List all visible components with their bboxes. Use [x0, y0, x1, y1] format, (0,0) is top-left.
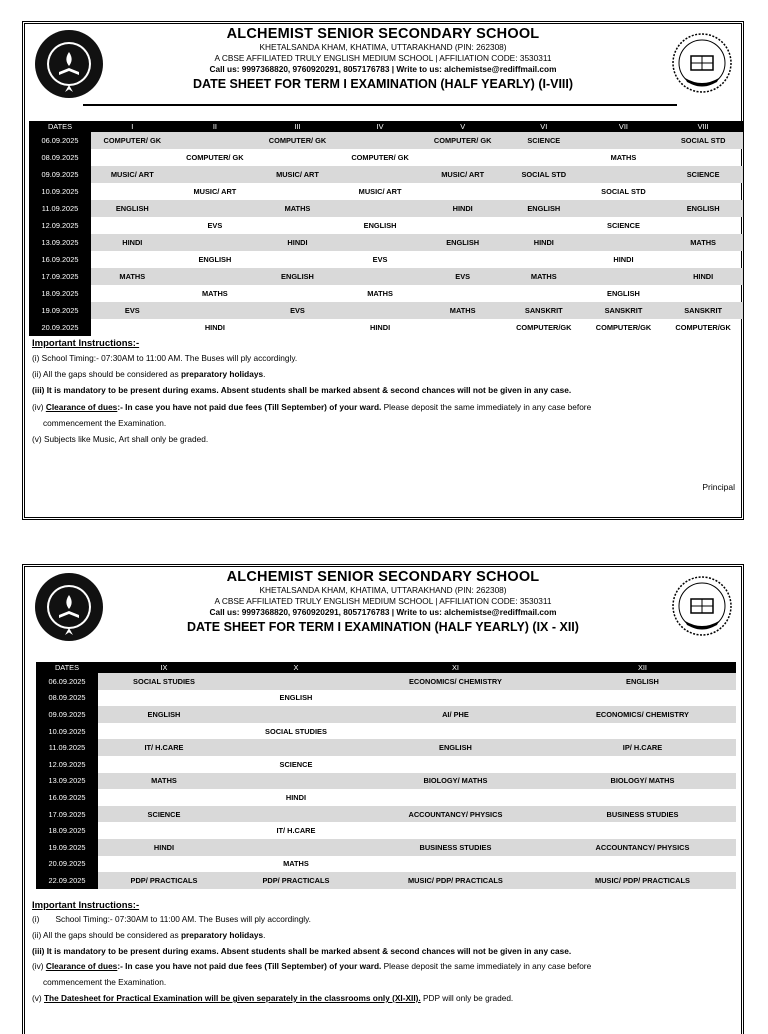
- subject-cell: MATHS: [91, 268, 174, 285]
- subject-cell: BUSINESS STUDIES: [362, 839, 549, 856]
- subject-cell: [362, 723, 549, 740]
- table-row: [29, 268, 743, 285]
- table-row: [36, 872, 736, 889]
- instruction-grading: (v) Subjects like Music, Art shall only be graded.: [32, 434, 209, 445]
- table-row: [29, 166, 743, 183]
- subject-cell: SCIENCE: [504, 132, 584, 149]
- subject-cell: MUSIC/ PDP/ PRACTICALS: [549, 872, 736, 889]
- subject-cell: SANSKRIT: [584, 302, 664, 319]
- table-row: [29, 217, 743, 234]
- subject-cell: [174, 268, 257, 285]
- subject-cell: [339, 132, 422, 149]
- subject-cell: COMPUTER/GK: [516, 323, 572, 332]
- table-row: [29, 132, 743, 149]
- column-header-class: XI: [362, 662, 549, 673]
- instruction-emphasis: Clearance of dues: [45, 401, 118, 412]
- table-row: [36, 723, 736, 740]
- subject-cell: HINDI: [98, 839, 230, 856]
- date-cell: 22.09.2025: [36, 872, 98, 889]
- column-header-class: III: [256, 121, 339, 132]
- subject-cell: [256, 217, 339, 234]
- subject-cell: [504, 183, 584, 200]
- subject-cell: ECONOMICS/ CHEMISTRY: [362, 673, 549, 690]
- subject-cell: HINDI: [370, 323, 391, 332]
- column-header-dates: DATES: [29, 121, 91, 132]
- subject-cell: BIOLOGY/ MATHS: [362, 773, 549, 790]
- subject-cell: MATHS: [202, 289, 228, 298]
- instruction-dues-cont: commencement the Examination.: [43, 977, 167, 988]
- subject-cell: ENGLISH: [198, 255, 232, 264]
- table-row: [36, 822, 736, 839]
- instruction-emphasis: preparatory holidays: [180, 369, 264, 380]
- subject-cell: [584, 200, 664, 217]
- instruction-text: (iv): [32, 961, 46, 972]
- subject-cell: [174, 166, 257, 183]
- subject-cell: COMPUTER/ GK: [351, 153, 409, 162]
- column-header-class: I: [91, 121, 174, 132]
- subject-cell: MATHS: [663, 234, 743, 251]
- header-rule: [83, 104, 677, 106]
- instruction-text: .: [263, 929, 266, 940]
- subject-cell: SOCIAL STD: [663, 132, 743, 149]
- instruction-timing: (i) School Timing:- 07:30AM to 11:00 AM. The Buses will ply accordingly.: [32, 353, 298, 363]
- subject-cell: [91, 149, 174, 166]
- subject-cell: [98, 789, 230, 806]
- subject-cell: [584, 132, 664, 149]
- instruction-text: Please deposit the same immediately in any case before: [381, 961, 592, 972]
- table-row: [36, 856, 736, 873]
- subject-cell: [174, 132, 257, 149]
- subject-cell: MATHS: [98, 773, 230, 790]
- subject-cell: MUSIC/ PDP/ PRACTICALS: [362, 872, 549, 889]
- table-row: [36, 839, 736, 856]
- school-name: ALCHEMIST SENIOR SECONDARY SCHOOL: [226, 569, 540, 585]
- subject-cell: [549, 723, 736, 740]
- subject-cell: [174, 200, 257, 217]
- instructions-title: Important Instructions:-: [32, 900, 140, 911]
- subject-cell: [584, 234, 664, 251]
- subject-cell: [230, 806, 362, 823]
- date-sheet-primary: [22, 21, 744, 520]
- table-row: [36, 739, 736, 756]
- subject-cell: AI/ PHE: [362, 706, 549, 723]
- table-row: [29, 302, 743, 319]
- instruction-emphasis: Clearance of dues: [45, 961, 118, 972]
- subject-cell: SANSKRIT: [504, 302, 584, 319]
- subject-cell: [663, 149, 743, 166]
- table-row: [36, 690, 736, 707]
- school-affiliation: A CBSE AFFILIATED TRULY ENGLISH MEDIUM SCHOOL | AFFILIATION CODE: 3530311: [214, 596, 552, 606]
- date-cell: 12.09.2025: [36, 756, 98, 773]
- subject-cell: IT/ H.CARE: [98, 739, 230, 756]
- table-row: [36, 756, 736, 773]
- subject-cell: [174, 302, 257, 319]
- subject-cell: [98, 756, 230, 773]
- subject-cell: ENGLISH: [279, 693, 313, 703]
- subject-cell: [421, 285, 504, 302]
- subject-cell: [663, 183, 743, 200]
- date-cell: 10.09.2025: [36, 723, 98, 740]
- subject-cell: [362, 690, 549, 707]
- subject-cell: COMPUTER/ GK: [421, 132, 504, 149]
- school-contact: Call us: 9997368820, 9760920291, 8057176783 | Write to us: alchemistse@rediffmail.com: [209, 607, 557, 617]
- subject-cell: [362, 822, 549, 839]
- subject-cell: ACCOUNTANCY/ PHYSICS: [362, 806, 549, 823]
- subject-cell: SCIENCE: [279, 759, 313, 769]
- subject-cell: [339, 302, 422, 319]
- school-affiliation: A CBSE AFFILIATED TRULY ENGLISH MEDIUM SCHOOL | AFFILIATION CODE: 3530311: [214, 53, 552, 63]
- table-row: [36, 806, 736, 823]
- subject-cell: [421, 319, 504, 336]
- subject-cell: [549, 789, 736, 806]
- subject-cell: ENGLISH: [607, 289, 640, 298]
- date-cell: 18.09.2025: [29, 285, 91, 302]
- subject-cell: IT/ H.CARE: [276, 826, 316, 836]
- subject-cell: BUSINESS STUDIES: [549, 806, 736, 823]
- instruction-text: PDP will only be graded.: [420, 992, 514, 1003]
- instruction-text: (v): [32, 992, 44, 1003]
- subject-cell: MATHS: [504, 268, 584, 285]
- subject-cell: PDP/ PRACTICALS: [98, 872, 230, 889]
- subject-cell: [549, 690, 736, 707]
- date-cell: 12.09.2025: [29, 217, 91, 234]
- subject-cell: [98, 723, 230, 740]
- subject-cell: ENGLISH: [363, 221, 397, 230]
- subject-cell: [549, 756, 736, 773]
- subject-cell: SCIENCE: [607, 221, 640, 230]
- subject-cell: HINDI: [504, 234, 584, 251]
- table-row: [29, 234, 743, 251]
- subject-cell: EVS: [372, 255, 388, 264]
- school-address: KHETALSANDA KHAM, KHATIMA, UTTARAKHAND (PIN: 262308): [259, 585, 507, 595]
- datesheet-table-i-viii: [29, 121, 743, 336]
- subject-cell: ENGLISH: [421, 234, 504, 251]
- subject-cell: [91, 285, 174, 302]
- date-cell: 08.09.2025: [36, 690, 98, 707]
- column-header-class: XII: [549, 662, 736, 673]
- date-cell: 17.09.2025: [29, 268, 91, 285]
- subject-cell: [230, 839, 362, 856]
- date-cell: 19.09.2025: [29, 302, 91, 319]
- date-cell: 10.09.2025: [29, 183, 91, 200]
- subject-cell: [230, 773, 362, 790]
- column-header-class: VI: [504, 121, 584, 132]
- subject-cell: ENGLISH: [362, 739, 549, 756]
- table-row: [36, 789, 736, 806]
- date-cell: 18.09.2025: [36, 822, 98, 839]
- instruction-text: Please deposit the same immediately in any case before: [381, 401, 592, 412]
- table-row: [29, 149, 743, 166]
- subject-cell: [421, 183, 504, 200]
- instruction-gaps: [32, 928, 735, 944]
- subject-cell: MATHS: [367, 289, 393, 298]
- instructions-block: [32, 338, 735, 447]
- subject-cell: SCIENCE: [663, 166, 743, 183]
- subject-cell: HINDI: [613, 255, 634, 264]
- instruction-gaps: [32, 366, 735, 382]
- subject-cell: EVS: [207, 221, 223, 230]
- date-cell: 13.09.2025: [36, 773, 98, 790]
- date-cell: 06.09.2025: [36, 673, 98, 690]
- subject-cell: EVS: [421, 268, 504, 285]
- subject-cell: ECONOMICS/ CHEMISTRY: [549, 706, 736, 723]
- subject-cell: [91, 183, 174, 200]
- date-cell: 17.09.2025: [36, 806, 98, 823]
- exam-title: DATE SHEET FOR TERM I EXAMINATION (HALF YEARLY) (I-VIII): [192, 77, 574, 91]
- subject-cell: ENGLISH: [504, 200, 584, 217]
- subject-cell: [98, 856, 230, 873]
- column-header-class: IV: [339, 121, 422, 132]
- subject-cell: COMPUTER/ GK: [186, 153, 244, 162]
- subject-cell: [362, 756, 549, 773]
- subject-cell: [339, 166, 422, 183]
- table-row: [29, 251, 743, 268]
- subject-cell: [421, 217, 504, 234]
- instruction-text: (ii) All the gaps should be considered as: [32, 929, 181, 940]
- subject-cell: [362, 789, 549, 806]
- table-row: [29, 319, 743, 336]
- table-row: [36, 773, 736, 790]
- subject-cell: MUSIC/ ART: [91, 166, 174, 183]
- subject-cell: MUSIC/ ART: [358, 187, 402, 196]
- subject-cell: MATHS: [421, 302, 504, 319]
- date-cell: 06.09.2025: [29, 132, 91, 149]
- subject-cell: HINDI: [285, 792, 307, 802]
- subject-cell: HINDI: [256, 234, 339, 251]
- subject-cell: [504, 251, 584, 268]
- subject-cell: [339, 200, 422, 217]
- column-header-class: IX: [98, 662, 230, 673]
- cbse-emblem-logo: [671, 32, 733, 94]
- subject-cell: [504, 285, 584, 302]
- subject-cell: MUSIC/ ART: [421, 166, 504, 183]
- exam-title: DATE SHEET FOR TERM I EXAMINATION (HALF YEARLY) (IX - XII): [187, 620, 579, 634]
- cbse-emblem-logo: [671, 575, 733, 637]
- table-row: [36, 706, 736, 723]
- subject-cell: HINDI: [91, 234, 174, 251]
- subject-cell: [230, 706, 362, 723]
- subject-cell: [91, 251, 174, 268]
- subject-cell: [504, 149, 584, 166]
- subject-cell: MATHS: [283, 859, 309, 869]
- principal-signature: Principal: [702, 482, 735, 492]
- subject-cell: COMPUTER/GK: [595, 323, 652, 332]
- date-cell: 09.09.2025: [36, 706, 98, 723]
- date-cell: 20.09.2025: [29, 319, 91, 336]
- subject-cell: [98, 822, 230, 839]
- datesheet-table-ix-xii: [36, 662, 736, 889]
- subject-cell: [230, 739, 362, 756]
- column-header-class: VIII: [663, 121, 743, 132]
- table-row: [29, 200, 743, 217]
- subject-cell: ENGLISH: [91, 200, 174, 217]
- school-crest-logo: [33, 28, 105, 100]
- instruction-dues: [32, 959, 735, 975]
- subject-cell: HINDI: [421, 200, 504, 217]
- subject-cell: SOCIAL STUDIES: [265, 726, 327, 736]
- subject-cell: SANSKRIT: [663, 302, 743, 319]
- subject-cell: SOCIAL STUDIES: [98, 673, 230, 690]
- date-cell: 16.09.2025: [29, 251, 91, 268]
- subject-cell: EVS: [91, 302, 174, 319]
- subject-cell: [91, 217, 174, 234]
- table-row: [29, 285, 743, 302]
- subject-cell: MUSIC/ ART: [256, 166, 339, 183]
- instruction-text: (ii) All the gaps should be considered as: [32, 369, 181, 380]
- date-cell: 20.09.2025: [36, 856, 98, 873]
- subject-cell: [256, 285, 339, 302]
- date-cell: 13.09.2025: [29, 234, 91, 251]
- subject-cell: SCIENCE: [98, 806, 230, 823]
- instruction-timing: (i) School Timing:- 07:30AM to 11:00 AM. The Buses will ply accordingly.: [32, 914, 311, 924]
- subject-cell: [256, 251, 339, 268]
- subject-cell: ENGLISH: [256, 268, 339, 285]
- table-row: [36, 673, 736, 690]
- subject-cell: MATHS: [610, 153, 637, 162]
- instruction-attendance: (iii) It is mandatory to be present during exams. Absent students shall be marked absent & second chances will not be given in any case.: [32, 945, 572, 956]
- subject-cell: ENGLISH: [549, 673, 736, 690]
- instruction-text: (iv): [32, 401, 46, 412]
- column-header-class: V: [421, 121, 504, 132]
- subject-cell: [339, 234, 422, 251]
- subject-cell: [421, 251, 504, 268]
- subject-cell: [663, 285, 743, 302]
- subject-cell: [549, 856, 736, 873]
- instruction-dues: [32, 399, 735, 415]
- subject-cell: COMPUTER/ GK: [91, 132, 174, 149]
- subject-cell: ENGLISH: [663, 200, 743, 217]
- instruction-practicals: [32, 991, 735, 1007]
- subject-cell: SOCIAL STD: [601, 187, 646, 196]
- subject-cell: [256, 149, 339, 166]
- date-cell: 16.09.2025: [36, 789, 98, 806]
- school-header: [25, 567, 741, 662]
- subject-cell: COMPUTER/ GK: [256, 132, 339, 149]
- date-cell: 11.09.2025: [29, 200, 91, 217]
- date-cell: 09.09.2025: [29, 166, 91, 183]
- subject-cell: MUSIC/ ART: [193, 187, 237, 196]
- instruction-dues-cont: commencement the Examination.: [43, 417, 167, 428]
- subject-cell: [174, 234, 257, 251]
- subject-cell: [584, 268, 664, 285]
- school-header: [25, 24, 741, 119]
- subject-cell: [256, 319, 339, 336]
- instructions-title: Important Instructions:-: [32, 338, 140, 349]
- column-header-class: II: [174, 121, 257, 132]
- subject-cell: [549, 822, 736, 839]
- subject-cell: COMPUTER/GK: [675, 323, 731, 332]
- subject-cell: [663, 251, 743, 268]
- subject-cell: [91, 319, 174, 336]
- subject-cell: HINDI: [204, 323, 225, 332]
- subject-cell: [230, 673, 362, 690]
- subject-cell: SOCIAL STD: [504, 166, 584, 183]
- school-name: ALCHEMIST SENIOR SECONDARY SCHOOL: [226, 26, 540, 42]
- instruction-emphasis: :- In case you have not paid due fees (Till September) of your ward.: [117, 401, 382, 412]
- subject-cell: EVS: [256, 302, 339, 319]
- subject-cell: BIOLOGY/ MATHS: [549, 773, 736, 790]
- date-cell: 19.09.2025: [36, 839, 98, 856]
- column-header-dates: DATES: [36, 662, 98, 673]
- school-contact: Call us: 9997368820, 9760920291, 8057176783 | Write to us: alchemistse@rediffmail.com: [209, 64, 557, 74]
- subject-cell: [256, 183, 339, 200]
- subject-cell: [362, 856, 549, 873]
- subject-cell: [584, 166, 664, 183]
- date-cell: 11.09.2025: [36, 739, 98, 756]
- school-address: KHETALSANDA KHAM, KHATIMA, UTTARAKHAND (PIN: 262308): [259, 42, 507, 52]
- table-row: [29, 183, 743, 200]
- subject-cell: IP/ H.CARE: [549, 739, 736, 756]
- date-sheet-senior: [22, 564, 744, 1034]
- school-crest-logo: [33, 571, 105, 643]
- column-header-class: X: [230, 662, 362, 673]
- instruction-emphasis: The Datesheet for Practical Examination will be given separately in the classrooms only (XI-XII).: [43, 992, 421, 1003]
- subject-cell: [339, 268, 422, 285]
- instructions-block: [32, 900, 735, 1007]
- subject-cell: [421, 149, 504, 166]
- subject-cell: MATHS: [256, 200, 339, 217]
- instruction-text: .: [263, 369, 266, 380]
- subject-cell: [98, 690, 230, 707]
- subject-cell: ENGLISH: [98, 706, 230, 723]
- date-cell: 08.09.2025: [29, 149, 91, 166]
- subject-cell: ACCOUNTANCY/ PHYSICS: [549, 839, 736, 856]
- instruction-emphasis: :- In case you have not paid due fees (Till September) of your ward.: [117, 961, 382, 972]
- instruction-emphasis: preparatory holidays: [180, 929, 264, 940]
- subject-cell: HINDI: [663, 268, 743, 285]
- subject-cell: PDP/ PRACTICALS: [230, 872, 362, 889]
- column-header-class: VII: [584, 121, 664, 132]
- instruction-attendance: (iii) It is mandatory to be present during exams. Absent students shall be marked absent & second chances will not be given in any case.: [32, 385, 572, 396]
- subject-cell: [504, 217, 584, 234]
- subject-cell: [663, 217, 743, 234]
